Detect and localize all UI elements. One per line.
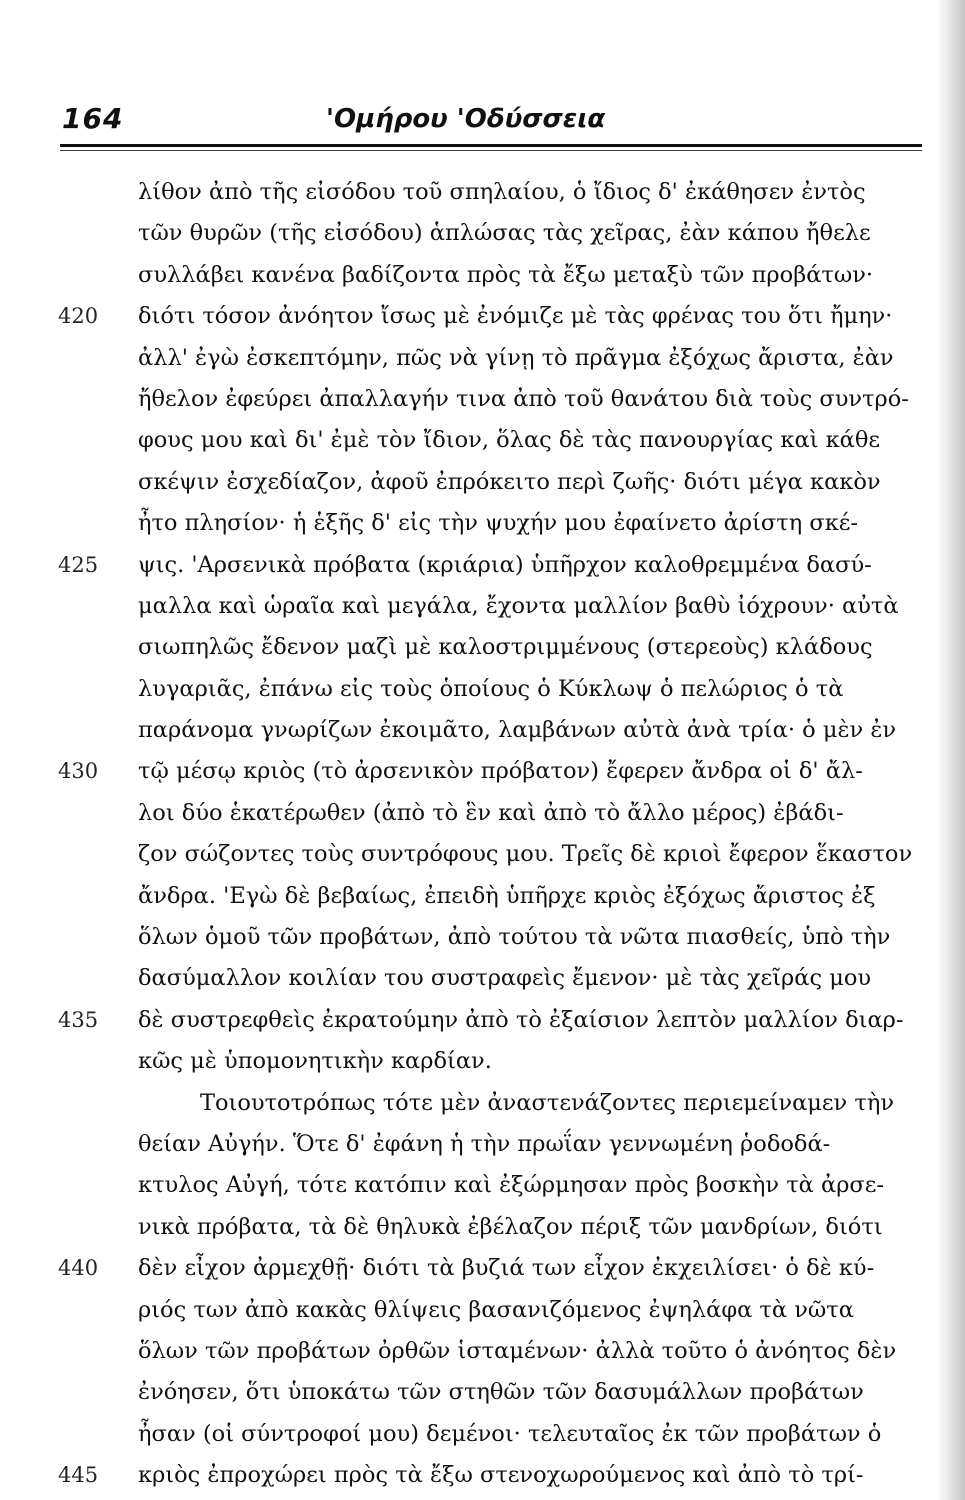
text-line [138, 1290, 928, 1331]
line-text: ριός των ἀπὸ κακὰς θλίψεις βασανιζόμενος ἐψηλάφα τὰ νῶτα [138, 1296, 854, 1323]
line-number: 425 [58, 552, 99, 577]
line-text: λυγαριᾶς, ἐπάνω εἰς τοὺς ὁποίους ὁ Κύκλωψ ὁ πελώριος ὁ τὰ [138, 675, 844, 702]
text-line [58, 1455, 928, 1496]
line-text: λοι δύο ἑκατέρωθεν (ἀπὸ τὸ ἓν καὶ ἀπὸ τὸ ἄλλο μέρος) ἐβάδι- [138, 799, 844, 826]
line-text: δασύμαλλον κοιλίαν του συστραφεὶς ἔμενον· μὲ τὰς χεῖράς μου [138, 965, 872, 992]
text-line [138, 213, 928, 254]
text-line [138, 1041, 928, 1082]
text-line [138, 503, 928, 544]
line-text: σκέψιν ἐσχεδίαζον, ἀφοῦ ἐπρόκειτο περὶ ζωῆς· διότι μέγα κακὸν [138, 468, 881, 495]
line-text: νικὰ πρόβατα, τὰ δὲ θηλυκὰ ἐβέλαζον πέριξ τῶν μανδρίων, διότι [138, 1213, 883, 1240]
text-line [138, 627, 928, 668]
line-text: δὲ συστρεφθεὶς ἐκρατούμην ἀπὸ τὸ ἐξαίσιον λεπτὸν μαλλίον διαρ- [138, 1006, 904, 1033]
text-line [58, 296, 928, 337]
text-line [138, 420, 928, 461]
text-line [138, 379, 928, 420]
text-line [58, 545, 928, 586]
line-text: συλλάβει κανένα βαδίζοντα πρὸς τὰ ἔξω μεταξὺ τῶν προβάτων· [138, 261, 874, 288]
text-line [138, 958, 928, 999]
page-edge-shadow [937, 0, 965, 1500]
line-text: θείαν Αὐγήν. Ὅτε δ' ἐφάνη ἡ τὴν πρωΐαν γεννωμένη ῥοδοδά- [138, 1130, 831, 1157]
text-line [138, 172, 928, 213]
line-text: δὲν εἶχον ἀρμεχθῇ· διότι τὰ βυζιά των εἶχον ἐκχειλίσει· ὁ δὲ κύ- [138, 1255, 875, 1282]
line-text: μαλλα καὶ ὡραῖα καὶ μεγάλα, ἔχοντα μαλλίον βαθὺ ἰόχρουν· αὐτὰ [138, 592, 899, 619]
text-line [138, 255, 928, 296]
text-line [138, 876, 928, 917]
running-title: 'Ομήρου 'Οδύσσεια [326, 104, 606, 134]
line-text: ζον σώζοντες τοὺς συντρόφους μου. Τρεῖς δὲ κριοὶ ἔφερον ἕκαστον [138, 841, 913, 868]
line-text: ὅλων ὁμοῦ τῶν προβάτων, ἀπὸ τούτου τὰ νῶτα πιασθείς, ὑπὸ τὴν [138, 924, 891, 951]
line-text: φους μου καὶ δι' ἐμὲ τὸν ἴδιον, ὅλας δὲ τὰς πανουργίας καὶ κάθε [138, 427, 881, 454]
text-line [138, 1414, 928, 1455]
line-text: διότι τόσον ἀνόητον ἴσως μὲ ἐνόμιζε μὲ τὰς φρένας του ὅτι ἤμην· [138, 303, 893, 330]
text-line [138, 586, 928, 627]
line-text: ἀλλ' ἐγὼ ἐσκεπτόμην, πῶς νὰ γίνῃ τὸ πρᾶγμα ἐξόχως ἄριστα, ἐὰν [138, 344, 894, 371]
text-line [138, 669, 928, 710]
text-line [58, 1000, 928, 1041]
text-body [58, 172, 928, 1497]
text-line [138, 1124, 928, 1165]
text-line [58, 1248, 928, 1289]
text-line [58, 751, 928, 792]
page-number: 164 [62, 102, 124, 135]
text-line [138, 462, 928, 503]
text-line [138, 1165, 928, 1206]
line-text: παράνομα γνωρίζων ἐκοιμᾶτο, λαμβάνων αὐτὰ ἀνὰ τρία· ὁ μὲν ἐν [138, 717, 897, 744]
text-line [138, 917, 928, 958]
line-text: λίθον ἀπὸ τῆς εἰσόδου τοῦ σπηλαίου, ὁ ἴδιος δ' ἐκάθησεν ἐντὸς [138, 179, 866, 205]
line-text: ἦσαν (οἱ σύντροφοί μου) δεμένοι· τελευταῖος ἐκ τῶν προβάτων ὁ [138, 1420, 882, 1447]
line-text: ψις. 'Αρσενικὰ πρόβατα (κριάρια) ὑπῆρχον καλοθρεμμένα δασύ- [138, 551, 872, 578]
line-text: ἐνόησεν, ὅτι ὑποκάτω τῶν στηθῶν τῶν δασυμάλλων προβάτων [138, 1379, 864, 1406]
text-line [138, 710, 928, 751]
line-text: κτυλος Αὐγή, τότε κατόπιν καὶ ἐξώρμησαν πρὸς βοσκὴν τὰ ἀρσε- [138, 1172, 885, 1199]
line-text: ἤθελον ἐφεύρει ἀπαλλαγήν τινα ἀπὸ τοῦ θανάτου διὰ τοὺς συντρό- [138, 385, 909, 412]
line-text: Τοιουτοτρόπως τότε μὲν ἀναστενάζοντες περιεμείναμεν τὴν [200, 1089, 894, 1116]
text-line [138, 834, 928, 875]
line-number: 420 [58, 304, 99, 329]
text-line [138, 793, 928, 834]
line-text: σιωπηλῶς ἔδενον μαζὶ μὲ καλοστριμμένους (στερεοὺς) κλάδους [138, 634, 873, 661]
page-header [62, 102, 922, 142]
line-number: 440 [58, 1256, 99, 1281]
text-line [138, 1372, 928, 1413]
line-text: τῷ μέσῳ κριὸς (τὸ ἀρσενικὸν πρόβατον) ἔφερεν ἄνδρα οἱ δ' ἄλ- [138, 758, 863, 785]
line-text: ἦτο πλησίον· ἡ ἑξῆς δ' εἰς τὴν ψυχήν μου ἐφαίνετο ἀρίστη σκέ- [138, 510, 859, 537]
line-number: 435 [58, 1007, 99, 1032]
header-rule [60, 144, 922, 147]
line-number: 430 [58, 759, 99, 784]
line-text: τῶν θυρῶν (τῆς εἰσόδου) ἁπλώσας τὰς χεῖρας, ἐὰν κάπου ἤθελε [138, 220, 871, 247]
text-line [138, 1207, 928, 1248]
text-line [138, 338, 928, 379]
header-rule-thin [60, 150, 922, 151]
line-text: ἄνδρα. 'Εγὼ δὲ βεβαίως, ἐπειδὴ ὑπῆρχε κριὸς ἐξόχως ἄριστος ἐξ [138, 882, 876, 909]
line-text: ὅλων τῶν προβάτων ὀρθῶν ἱσταμένων· ἀλλὰ τοῦτο ὁ ἀνόητος δὲν [138, 1337, 897, 1364]
text-line [138, 1331, 928, 1372]
line-text: κριὸς ἐπροχώρει πρὸς τὰ ἔξω στενοχωρούμενος καὶ ἀπὸ τὸ τρί- [138, 1462, 864, 1489]
line-number: 445 [58, 1463, 99, 1488]
text-line [138, 1083, 928, 1124]
line-text: κῶς μὲ ὑπομονητικὴν καρδίαν. [138, 1048, 492, 1075]
